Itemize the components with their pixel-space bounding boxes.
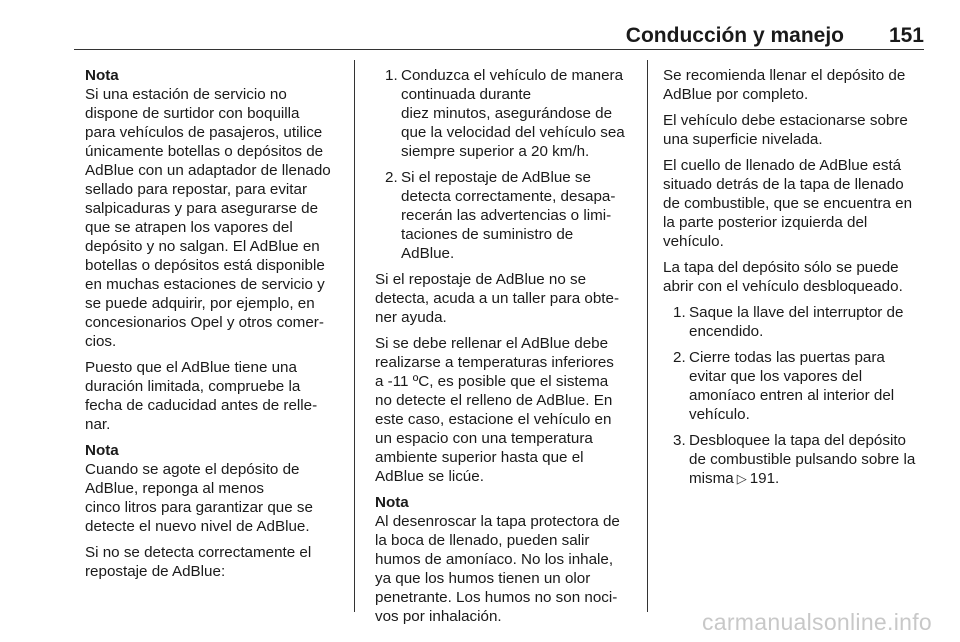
list-item [663, 431, 929, 488]
column-divider-2 [647, 60, 648, 612]
note-3 [375, 493, 634, 626]
step-number: 2. [673, 349, 686, 366]
refill-steps [663, 303, 929, 488]
workshop-paragraph: Si el repostaje de AdBlue no se detecta, acuda a un taller para obte- ner ayuda. [375, 271, 620, 326]
page-reference-link[interactable]: 191. [749, 470, 780, 487]
note-3-label: Nota [375, 494, 409, 511]
level-surface-paragraph: El vehículo debe estacionarse sobre una superficie nivelada. [663, 112, 908, 148]
note-2 [85, 441, 344, 536]
column-1 [85, 66, 344, 588]
page-reference-arrow-icon: ▷ [736, 471, 747, 486]
note-2-label: Nota [85, 442, 119, 459]
step-text: Si el repostaje de AdBlue se detecta correctamente, desapa- recerán las advertencias o limi- taciones de suministro de AdBlue. [401, 169, 616, 262]
fill-recommendation: Se recomienda llenar el depósito de AdBlue por completo. [663, 67, 906, 103]
header-rule [74, 49, 924, 50]
step-text: Desbloquee la tapa del depósito de combustible pulsando sobre la misma [689, 432, 916, 487]
list-item [663, 348, 929, 424]
note-1 [85, 66, 344, 351]
list-item [375, 66, 634, 161]
list-item [663, 303, 929, 341]
page-number: 151 [888, 24, 924, 47]
shelf-life-paragraph: Puesto que el AdBlue tiene una duración limitada, compruebe la fecha de caducidad antes de relle- nar. [85, 359, 318, 433]
note-1-label: Nota [85, 67, 119, 84]
step-number: 1. [673, 304, 686, 321]
detection-steps [375, 66, 634, 263]
column-2 [375, 66, 634, 633]
step-number: 2. [385, 169, 398, 186]
step-text: Conduzca el vehículo de manera continuada durante diez minutos, asegurándose de que la velocidad del vehículo sea siempre superior a 20 km/h. [401, 67, 625, 160]
not-detected-paragraph: Si no se detecta correctamente el repostaje de AdBlue: [85, 544, 312, 580]
temperature-paragraph: Si se debe rellenar el AdBlue debe realizarse a temperaturas inferiores a -11 ºC, es posible que el sistema no detecte el relleno de AdBlue. En este caso, estacione el vehículo en un espacio con una temperatura ambiente superior hasta que el AdBlue se licúe. [375, 335, 614, 485]
filler-neck-paragraph: El cuello de llenado de AdBlue está situado detrás de la tapa de llenado de combustible, que se encuentra en la parte posterior izquierda del vehículo. [663, 157, 913, 250]
column-3 [663, 66, 929, 495]
step-number: 1. [385, 67, 398, 84]
note-2-text: Cuando se agote el depósito de AdBlue, reponga al menos cinco litros para garantizar que se detecte el nuevo nivel de AdBlue. [85, 461, 313, 535]
list-item [375, 168, 634, 263]
step-text: Cierre todas las puertas para evitar que los vapores del amoníaco entren al interior del vehículo. [689, 349, 895, 423]
note-1-text: Si una estación de servicio no dispone de surtidor con boquilla para vehículos de pasajeros, utilice únicamente botellas o depósitos de AdBlue con un adaptador de llenado sellado para repostar, para evitar salpicaduras y para asegurarse de que se atrapen los vapores del depósito y no salgan. El AdBlue en botellas o depósitos está disponible en muchas estaciones de servicio y se puede adquirir, por ejemplo, en concesionarios Opel y otros comer- cios. [85, 86, 331, 350]
watermark: carmanualsonline.info [701, 609, 932, 635]
note-3-text: Al desenroscar la tapa protectora de la boca de llenado, pueden salir humos de amoníaco. No los inhale, ya que los humos tienen un olor penetrante. Los humos no son noci- vos por inhalación. [375, 513, 620, 625]
step-number: 3. [673, 432, 686, 449]
page-title: Conducción y manejo [625, 24, 844, 47]
column-divider-1 [354, 60, 355, 612]
step-text: Saque la llave del interruptor de encendido. [689, 304, 904, 340]
unlock-paragraph: La tapa del depósito sólo se puede abrir con el vehículo desbloqueado. [663, 259, 903, 295]
